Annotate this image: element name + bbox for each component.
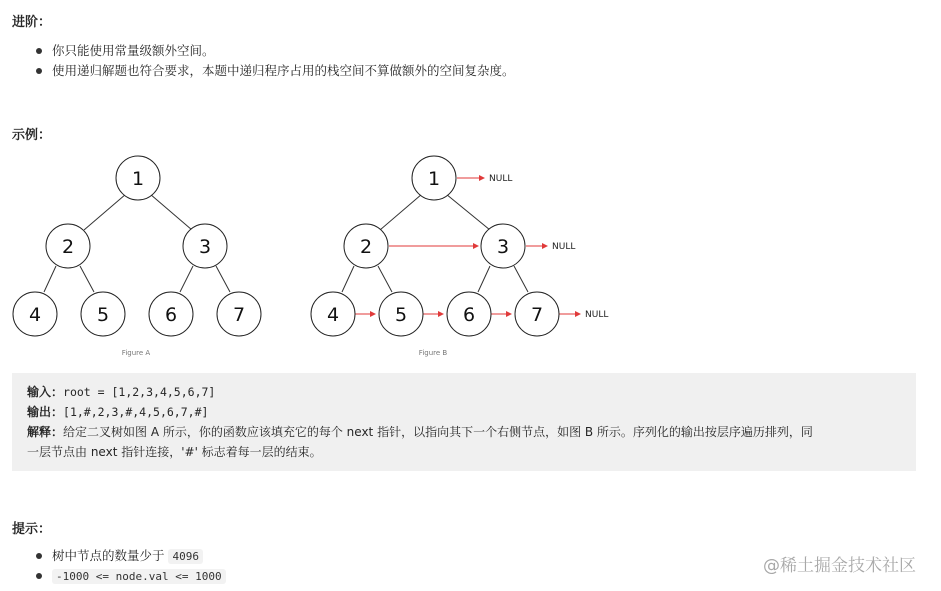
output-label: 输出： [27,405,64,419]
figure-b-node-4 [311,292,355,336]
svg-text:7: 7 [232,304,246,326]
figure-a-node-4 [13,292,57,336]
figure-a-caption: Figure A [121,349,151,357]
hints-list [12,546,226,586]
hint-code: -1000 <= node.val <= 1000 [52,569,226,584]
svg-text:1: 1 [131,168,145,190]
figure-a-node-1 [116,156,160,200]
watermark: @稀土掘金技术社区 [763,556,916,576]
figure-a-node-7 [217,292,261,336]
input-label: 输入： [27,385,64,399]
hint-text: 树中节点的数量少于 [52,548,169,563]
input-value: root = [1,2,3,4,5,6,7] [63,385,216,399]
svg-text:2: 2 [359,236,373,258]
figure-b-caption: Figure B [418,349,448,357]
output-line [27,402,901,422]
figure-b-tree [311,156,608,357]
list-item [12,566,226,586]
null-label: NULL [489,174,513,184]
figure-b-node-3 [481,224,525,268]
example-figure [0,150,640,365]
svg-text:2: 2 [61,236,75,258]
svg-text:3: 3 [198,236,212,258]
hint-code: 4096 [168,549,203,564]
figure-b-node-1 [412,156,456,200]
svg-text:3: 3 [496,236,510,258]
explain-text: 给定二叉树如图 A 所示，你的函数应该填充它的每个 next 指针，以指向其下一个右侧节点，如图 B 所示。序列化的输出按层序遍历排列，同 [63,425,813,439]
figure-a-node-6 [149,292,193,336]
svg-text:7: 7 [530,304,544,326]
list-item [12,546,226,566]
null-label: NULL [552,242,576,252]
svg-text:1: 1 [427,168,441,190]
advanced-list [12,41,515,81]
hints-heading: 提示： [12,522,52,537]
svg-text:4: 4 [28,304,42,326]
figure-b-node-6 [447,292,491,336]
explain-line [27,422,901,442]
example-code-block [12,373,916,471]
svg-text:5: 5 [96,304,110,326]
explain-line-2: 一层节点由 next 指针连接，'#' 标志着每一层的结束。 [27,445,322,459]
input-line [27,382,901,402]
figure-a-node-5 [81,292,125,336]
figure-b-node-5 [379,292,423,336]
svg-text:4: 4 [326,304,340,326]
figure-a-node-3 [183,224,227,268]
null-label: NULL [585,310,609,320]
figure-b-node-2 [344,224,388,268]
output-value: [1,#,2,3,#,4,5,6,7,#] [63,405,209,419]
example-heading: 示例： [12,128,52,143]
figure-b-node-7 [515,292,559,336]
svg-text:6: 6 [164,304,178,326]
figure-a-node-2 [46,224,90,268]
svg-text:5: 5 [394,304,408,326]
svg-text:6: 6 [462,304,476,326]
figure-a-tree [13,156,261,357]
advanced-heading: 进阶： [12,15,52,30]
list-item: 你只能使用常量级额外空间。 [12,41,515,61]
explain-label: 解释： [27,425,64,439]
list-item: 使用递归解题也符合要求，本题中递归程序占用的栈空间不算做额外的空间复杂度。 [12,61,515,81]
